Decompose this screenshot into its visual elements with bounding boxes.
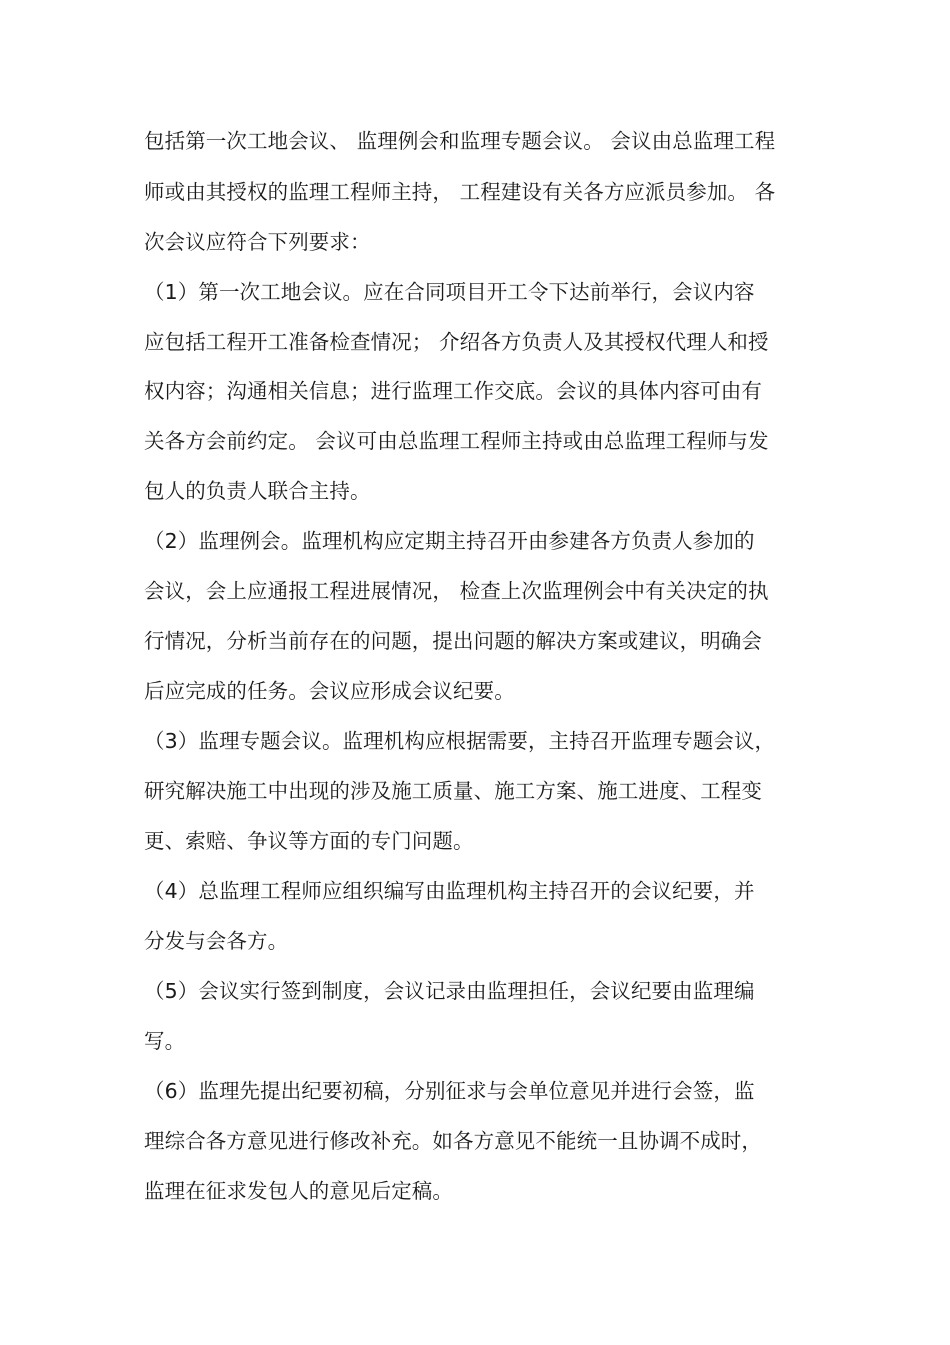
text-line: （4）总监理工程师应组织编写由监理机构主持召开的会议纪要，并: [144, 879, 755, 903]
text-line: 写。: [144, 1029, 186, 1053]
text-line: （6）监理先提出纪要初稿，分别征求与会单位意见并进行会签，监: [144, 1079, 755, 1103]
text-line: （2）监理例会。监理机构应定期主持召开由参建各方负责人参加的: [144, 529, 755, 553]
text-line: 次会议应符合下列要求：: [144, 230, 371, 254]
text-line: 包人的负责人联合主持。: [144, 479, 371, 503]
text-line: 包括第一次工地会议、 监理例会和监理专题会议。 会议由总监理工程: [144, 129, 776, 153]
text-line: 后应完成的任务。会议应形成会议纪要。: [144, 679, 515, 703]
text-line: （3）监理专题会议。监理机构应根据需要，主持召开监理专题会议，: [144, 729, 776, 753]
text-line: 师或由其授权的监理工程师主持， 工程建设有关各方应派员参加。 各: [144, 180, 776, 204]
text-line: 应包括工程开工准备检查情况； 介绍各方负责人及其授权代理人和授: [144, 330, 769, 354]
text-line: 权内容；沟通相关信息；进行监理工作交底。会议的具体内容可由有: [144, 379, 762, 403]
text-line: 关各方会前约定。 会议可由总监理工程师主持或由总监理工程师与发: [144, 429, 769, 453]
text-line: 监理在征求发包人的意见后定稿。: [144, 1179, 453, 1203]
text-line: 行情况，分析当前存在的问题，提出问题的解决方案或建议，明确会: [144, 629, 762, 653]
text-line: 更、索赔、争议等方面的专门问题。: [144, 829, 474, 853]
text-line: 会议，会上应通报工程进展情况， 检查上次监理例会中有关决定的执: [144, 579, 769, 603]
text-line: （5）会议实行签到制度，会议记录由监理担任，会议纪要由监理编: [144, 979, 755, 1003]
text-line: 分发与会各方。: [144, 929, 289, 953]
text-line: （1）第一次工地会议。应在合同项目开工令下达前举行，会议内容: [144, 280, 755, 304]
text-line: 研究解决施工中出现的涉及施工质量、施工方案、施工进度、工程变: [144, 779, 762, 803]
text-line: 理综合各方意见进行修改补充。如各方意见不能统一且协调不成时，: [144, 1129, 762, 1153]
